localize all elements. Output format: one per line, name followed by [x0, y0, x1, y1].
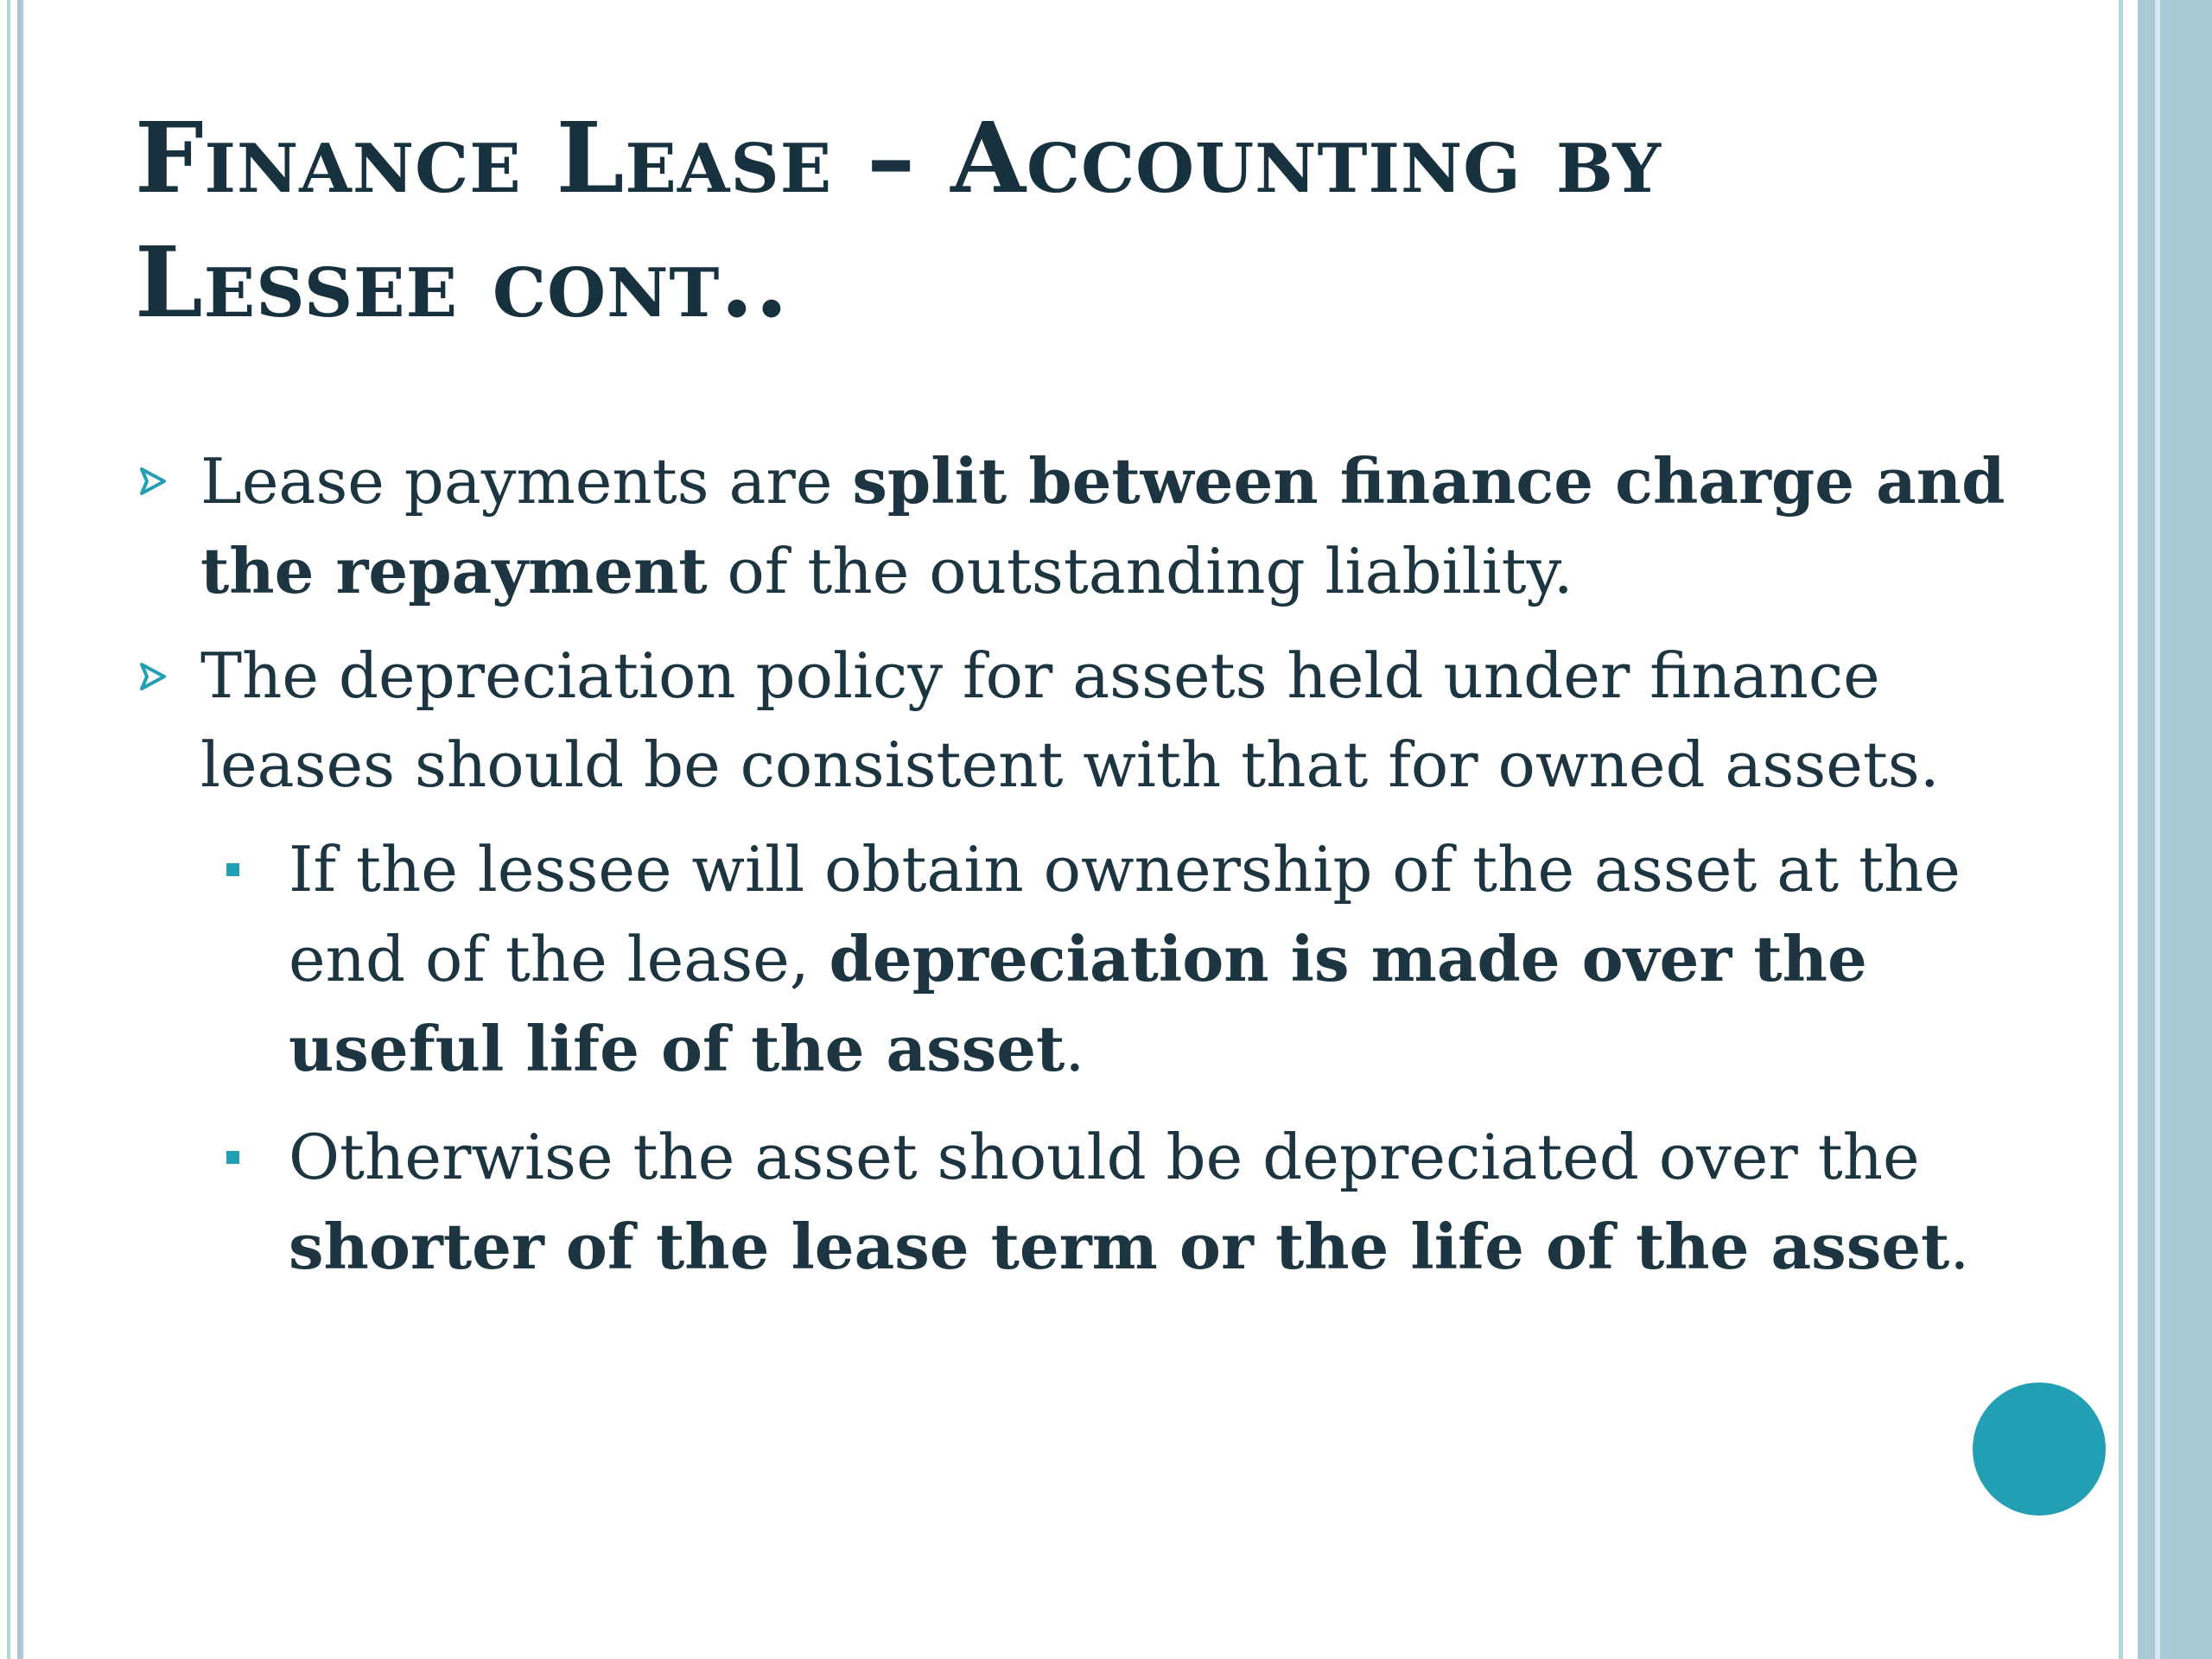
right-border-band — [2138, 0, 2155, 1659]
bullet-text-bold: split between finance charge and the repayment — [200, 444, 2005, 607]
bullet-text: of the outstanding liability. — [707, 535, 1573, 607]
right-border-band — [2172, 0, 2212, 1659]
bullet-text-bold: depreciation is made over the useful life of the asset — [289, 922, 1867, 1085]
teal-circle-decoration — [1973, 1382, 2106, 1516]
bullet-text: . — [1065, 1013, 1085, 1085]
bullet-text: If the lessee will obtain ownership of the asset at the end of the lease, — [289, 833, 1961, 995]
square-bullet-icon — [226, 863, 239, 876]
arrow-bullet-icon — [137, 455, 171, 507]
bullet-list — [135, 436, 2079, 1311]
left-border-band — [17, 0, 23, 1659]
left-border-line — [7, 0, 10, 1659]
bullet-item — [135, 436, 2079, 616]
sub-bullet-item — [135, 825, 2079, 1094]
bullet-text-bold: shorter of the lease term or the life of the asset — [289, 1210, 1950, 1283]
bullet-text: The depreciation policy for assets held under finance leases should be consistent with that for owned assets. — [200, 639, 1940, 801]
square-bullet-icon — [226, 1151, 239, 1164]
slide-title — [135, 97, 2079, 346]
right-border-band — [2160, 0, 2172, 1659]
right-border-line — [2119, 0, 2123, 1659]
slide-title-line-2: Lessee cont.. — [135, 226, 790, 340]
bullet-text: Lease payments are — [200, 445, 853, 518]
bullet-text: . — [1949, 1211, 1970, 1283]
slide-title-line-1: Finance Lease – Accounting by — [135, 102, 1662, 215]
sub-bullet-item — [135, 1113, 2079, 1292]
bullet-text: Otherwise the asset should be depreciated over the — [289, 1121, 1920, 1193]
arrow-bullet-icon — [137, 651, 171, 702]
bullet-item — [135, 632, 2079, 810]
